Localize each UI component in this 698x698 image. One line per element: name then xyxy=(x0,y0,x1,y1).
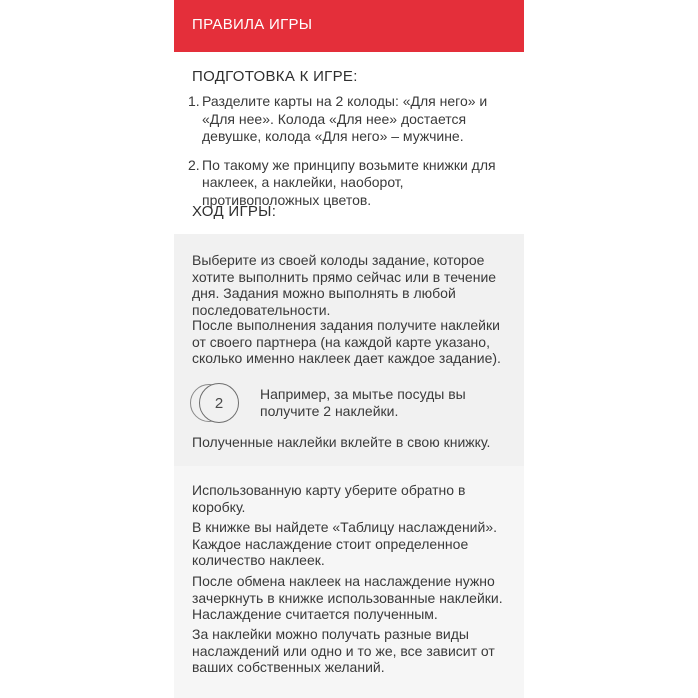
list-item xyxy=(188,93,516,146)
gameplay-heading: ХОД ИГРЫ: xyxy=(192,203,277,220)
sticker-coins-icon xyxy=(190,382,240,424)
example-text: Например, за мытье посуды вы получите 2 наклейки. xyxy=(260,386,466,419)
page-title: ПРАВИЛА ИГРЫ xyxy=(192,16,313,33)
preparation-heading: ПОДГОТОВКА К ИГРЕ: xyxy=(192,68,358,85)
gameplay-paragraph: Выберите из своей колоды задание, которое хотите выполнить прямо сейчас или в течение дня. Задания можно выполнять в любой последовательности. xyxy=(192,252,497,318)
coin-front-icon xyxy=(199,383,239,423)
gameplay-paragraph: После выполнения задания получите наклейки от своего партнера (на каждой карте указано, сколько именно наклеек дает каждое задание). xyxy=(192,317,501,366)
list-item-number: 2. xyxy=(188,156,200,173)
rules-card xyxy=(174,0,524,698)
list-item xyxy=(188,157,516,210)
gameplay-block-2 xyxy=(174,466,524,698)
list-item-text: Разделите карты на 2 колоды: «Для него» и «Для нее». Колода «Для нее» достается девушке, колода «Для него» – мужчине. xyxy=(202,93,488,144)
coin-value: 2 xyxy=(214,394,224,412)
preparation-list xyxy=(188,93,516,220)
gameplay-paragraph: После обмена наклеек на наслаждение нужно зачеркнуть в книжке использованные наклейки. Наслаждение считается полученным. xyxy=(192,573,503,622)
header-bar xyxy=(174,0,524,52)
gameplay-paragraph: В книжке вы найдете «Таблицу наслаждений». Каждое наслаждение стоит определенное количество наклеек. xyxy=(192,519,497,568)
list-item-text: По такому же принципу возьмите книжки для наклеек, а наклейки, наоборот, противоположных цветов. xyxy=(202,156,496,208)
gameplay-closing: Полученные наклейки вклейте в свою книжку. xyxy=(192,434,491,450)
gameplay-block-1 xyxy=(174,234,524,466)
list-item-number: 1. xyxy=(188,93,200,109)
gameplay-paragraph: За наклейки можно получать разные виды наслаждений или одно и то же, все зависит от ваших собственных желаний. xyxy=(192,626,495,675)
gameplay-paragraph: Использованную карту уберите обратно в коробку. xyxy=(192,482,466,515)
